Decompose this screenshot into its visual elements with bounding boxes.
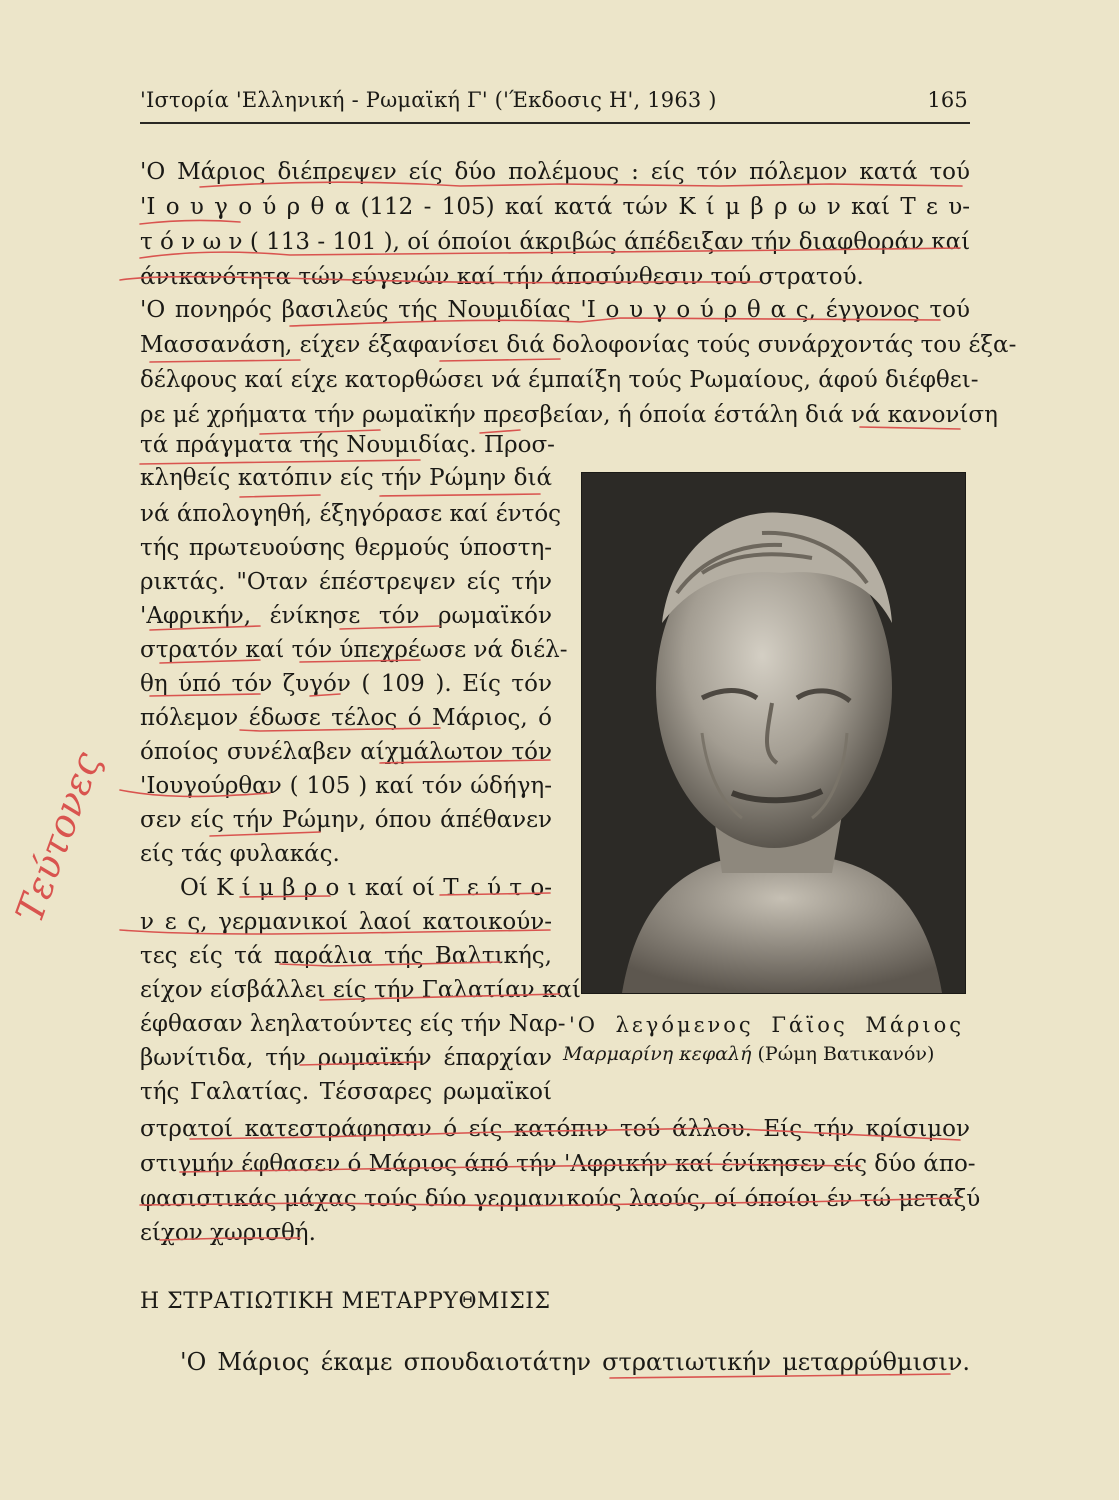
text-line: τά πράγματα τής Νουμιδίας. Προσ- bbox=[140, 432, 555, 458]
text-line: άνικανότητα τών εύγενών καί τήν άποσύνθεσιν τού στρατού. bbox=[140, 264, 864, 290]
text-line: όποίος συνέλαβεν αίχμάλωτον τόν bbox=[140, 739, 552, 765]
text-line: φασιστικάς μάχας τούς δύο γερμανικούς λαούς, οί όποίοι έν τώ μεταξύ bbox=[140, 1186, 981, 1212]
text-line: ρικτάς. "Οταν έπέστρεψεν είς τήν bbox=[140, 569, 552, 595]
text-line: 'Ι ο υ γ ο ύ ρ θ α (112 - 105) καί κατά τών Κ ί μ β ρ ω ν καί Τ ε υ- bbox=[140, 194, 970, 220]
text-line: δέλφους καί είχε κατορθώσει νά έμπαίξη τούς Ρωμαίους, άφού διέφθει- bbox=[140, 367, 979, 393]
text-line: σεν είς τήν Ρώμην, όπου άπέθανεν bbox=[140, 807, 552, 833]
caption-location: (Ρώμη Βατικανόν) bbox=[757, 1043, 935, 1065]
text-line: 'Ο Μάριος διέπρεψεν είς δύο πολέμους : είς τόν πόλεμον κατά τού bbox=[140, 159, 970, 185]
text-line: πόλεμον έδωσε τέλος ό Μάριος, ό bbox=[140, 705, 552, 731]
text-line: θη ύπό τόν ζυγόν ( 109 ). Είς τόν bbox=[140, 671, 552, 697]
text-line: έφθασαν λεηλατούντες είς τήν Ναρ- bbox=[140, 1011, 566, 1037]
page-number: 165 bbox=[927, 88, 968, 112]
figure-caption-description bbox=[563, 1043, 964, 1065]
text-line: κληθείς κατόπιν είς τήν Ρώμην διά bbox=[140, 465, 552, 491]
text-line: ρε μέ χρήματα τήν ρωμαϊκήν πρεσβείαν, ή όποία έστάλη διά νά κανονίση bbox=[140, 402, 998, 428]
text-line: τες είς τά παράλια τής Βαλτικής, bbox=[140, 943, 552, 969]
margin-note: Τεύτονες bbox=[7, 746, 110, 929]
section-first-line: 'Ο Μάριος έκαμε σπουδαιοτάτην στρατιωτικήν μεταρρύθμισιν. bbox=[180, 1348, 970, 1376]
text-line: τής πρωτευούσης θερμούς ύποστη- bbox=[140, 535, 552, 561]
figure-caption-title: 'Ο λεγόμενος Γάϊος Μάριος bbox=[569, 1013, 964, 1037]
text-line: τ ό ν ω ν ( 113 - 101 ), οί όποίοι άκριβώς άπέδειξαν τήν διαφθοράν καί bbox=[140, 229, 971, 255]
section-heading: Η ΣΤΡΑΤΙΩΤΙΚΗ ΜΕΤΑΡΡΥΘΜΙΣΙΣ bbox=[140, 1289, 551, 1314]
text-line: βωνίτιδα, τήν ρωμαϊκήν έπαρχίαν bbox=[140, 1045, 552, 1071]
bust-photograph bbox=[581, 472, 966, 994]
text-line: ν ε ς, γερμανικοί λαοί κατοικούν- bbox=[140, 909, 552, 935]
text-line: στρατοί κατεστράφησαν ό είς κατόπιν τού άλλου. Είς τήν κρίσιμον bbox=[140, 1116, 970, 1142]
text-line: στρατόν καί τόν ύπεχρέωσε νά διέλ- bbox=[140, 637, 568, 663]
text-line: είχον χωρισθή. bbox=[140, 1220, 316, 1246]
text-line: στιγμήν έφθασεν ό Μάριος άπό τήν 'Αφρικήν καί ένίκησεν είς δύο άπο- bbox=[140, 1151, 976, 1177]
text-line: Μασσανάση, είχεν έξαφανίσει διά δολοφονίας τούς συνάρχοντάς του έξα- bbox=[140, 332, 1017, 358]
marble-bust-image bbox=[582, 473, 965, 993]
text-line: Οί Κ ί μ β ρ ο ι καί οί Τ ε ύ τ ο- bbox=[180, 875, 552, 901]
text-line: 'Αφρικήν, ένίκησε τόν ρωμαϊκόν bbox=[140, 603, 552, 629]
text-line: 'Ιουγούρθαν ( 105 ) καί τόν ώδήγη- bbox=[140, 773, 552, 799]
text-line: τής Γαλατίας. Τέσσαρες ρωμαϊκοί bbox=[140, 1079, 552, 1105]
text-line: 'Ο πονηρός βασιλεύς τής Νουμιδίας 'Ι ο υ γ ο ύ ρ θ α ς, έγγονος τού bbox=[140, 297, 970, 323]
text-line: είχον είσβάλλει είς τήν Γαλατίαν καί bbox=[140, 977, 581, 1003]
text-line: είς τάς φυλακάς. bbox=[140, 841, 340, 867]
header-title: 'Ιστορία 'Ελληνική - Ρωμαϊκή Γ' ('Έκδοσις Η', 1963 ) bbox=[140, 88, 717, 112]
caption-material: Μαρμαρίνη κεφαλή bbox=[563, 1043, 752, 1065]
text-line: νά άπολογηθή, έξηγόρασε καί έντός bbox=[140, 501, 562, 527]
header-rule bbox=[140, 122, 970, 124]
